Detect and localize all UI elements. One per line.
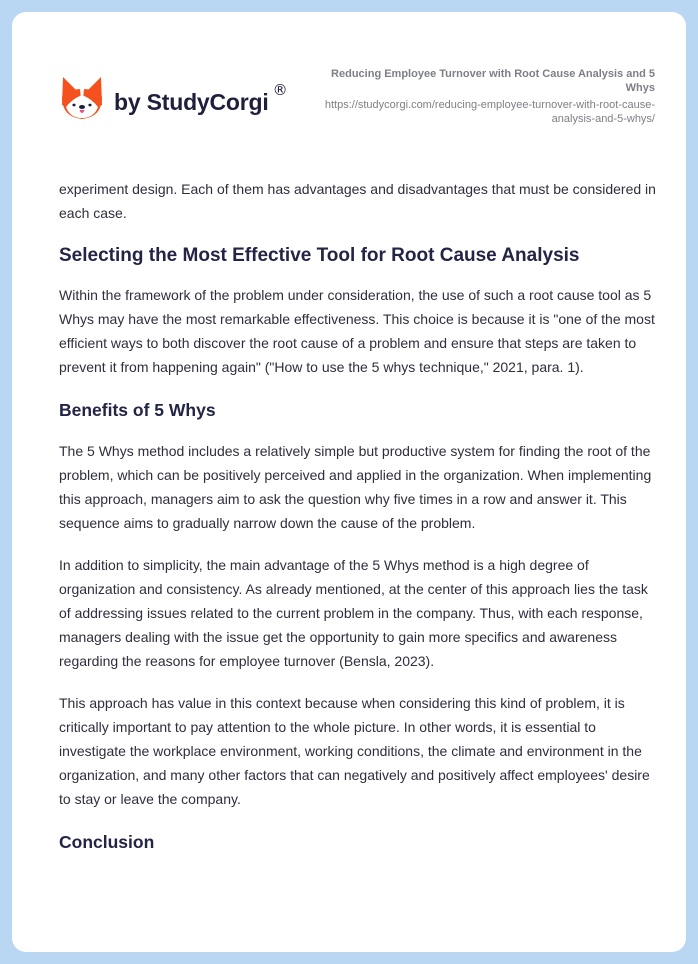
paragraph: In addition to simplicity, the main advantage of the 5 Whys method is a high degree of organization and consistency. As already mentioned, at the center of this approach lies the task of addressing issues related to the current problem in the company. Thus, with each response, managers dealing with the issue get the opportunity to gain more specifics and awareness regarding the reasons for employee turnover (Bensla, 2023). (59, 557, 648, 669)
article-body (59, 177, 659, 871)
corgi-icon (60, 75, 104, 121)
studycorgi-logo[interactable] (60, 75, 288, 121)
document-card (12, 12, 686, 952)
paragraph: This approach has value in this context because when considering this kind of problem, it is critically important to pay attention to the whole picture. In other words, it is essential to investigate the workplace environment, working conditions, the climate and environment in the organization, and many other factors that can negatively and positively affect employees' desire to stay or leave the company. (59, 695, 650, 807)
paragraph: Within the framework of the problem under consideration, the use of such a root cause tool as 5 Whys may have the most remarkable effectiveness. This choice is because it is "one of the most efficient ways to both discover the root cause of a problem and ensure that steps are taken to prevent it from happening again" ("How to use the 5 whys technique," 2021, para. 1). (59, 287, 655, 375)
registered-mark: ® (272, 81, 288, 99)
document-header (12, 12, 686, 162)
document-title: Reducing Employee Turnover with Root Cause Analysis and 5 Whys (331, 68, 655, 94)
document-url[interactable]: https://studycorgi.com/reducing-employee-turnover-with-root-cause-analysis-and-5-whys/ (324, 99, 655, 125)
section-heading-selecting: Selecting the Most Effective Tool for Root Cause Analysis (59, 245, 580, 266)
document-meta (305, 67, 655, 126)
paragraph: The 5 Whys method includes a relatively simple but productive system for finding the root of the problem, which can be positively perceived and applied in the organization. When implementing this approach, managers aim to ask the question why five times in a row and answer it. This sequence aims to gradually narrow down the cause of the problem. (59, 443, 652, 531)
logo-text: by StudyCorgi (114, 88, 269, 115)
section-heading-conclusion: Conclusion (59, 832, 155, 852)
section-heading-benefits: Benefits of 5 Whys (59, 400, 216, 420)
intro-paragraph: experiment design. Each of them has advantages and disadvantages that must be considered in each case. (59, 181, 656, 221)
